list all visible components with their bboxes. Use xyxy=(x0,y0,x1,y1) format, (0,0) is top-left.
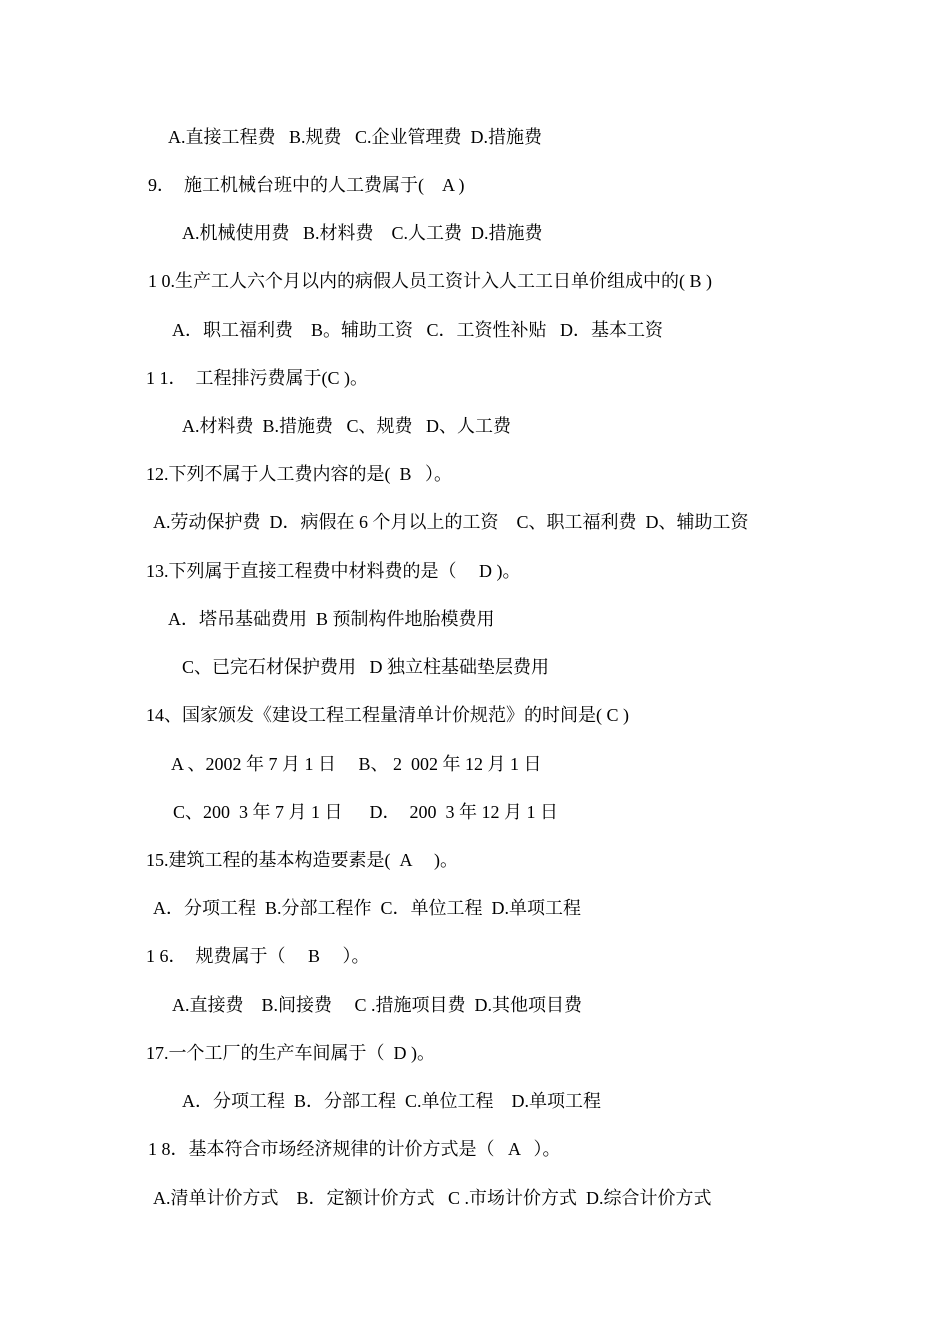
question-line: 1 6． 规费属于（ B ）。 xyxy=(146,946,370,966)
answer-options-line: A 、2002 年 7 月 1 日 B、 2 002 年 12 月 1 日 xyxy=(171,754,542,774)
answer-options-line: A．塔吊基础费用 B 预制构件地胎模费用 xyxy=(168,609,495,629)
question-line: 1 0.生产工人六个月以内的病假人员工资计入人工工日单价组成中的( B ) xyxy=(148,271,712,291)
answer-options-line: A.直接工程费 B.规费 C.企业管理费 D.措施费 xyxy=(168,127,543,147)
question-line: 9． 施工机械台班中的人工费属于( A ) xyxy=(148,175,465,195)
answer-options-line: C、已完石材保护费用 D 独立柱基础垫层费用 xyxy=(182,657,550,677)
answer-options-line: C、200 3 年 7 月 1 日 D． 200 3 年 12 月 1 日 xyxy=(173,802,559,822)
answer-options-line: A.劳动保护费 D．病假在 6 个月以上的工资 C、职工福利费 D、辅助工资 xyxy=(153,512,749,532)
answer-options-line: A.清单计价方式 B．定额计价方式 C .市场计价方式 D.综合计价方式 xyxy=(153,1188,712,1208)
question-line: 15.建筑工程的基本构造要素是( A )。 xyxy=(146,850,458,870)
question-line: 1 8．基本符合市场经济规律的计价方式是（ A ）。 xyxy=(148,1139,561,1159)
question-line: 1 1． 工程排污费属于(C )。 xyxy=(146,368,368,388)
answer-options-line: A．分项工程 B.分部工程作 C．单位工程 D.单项工程 xyxy=(153,898,582,918)
answer-options-line: A.直接费 B.间接费 C .措施项目费 D.其他项目费 xyxy=(172,995,583,1015)
answer-options-line: A.机械使用费 B.材料费 C.人工费 D.措施费 xyxy=(182,223,543,243)
question-line: 14、国家颁发《建设工程工程量清单计价规范》的时间是( C ) xyxy=(146,705,629,725)
answer-options-line: A．分项工程 B．分部工程 C.单位工程 D.单项工程 xyxy=(182,1091,602,1111)
answer-options-line: A.材料费 B.措施费 C、规费 D、人工费 xyxy=(182,416,512,436)
answer-options-line: A．职工福利费 B。辅助工资 C．工资性补贴 D．基本工资 xyxy=(172,320,664,340)
question-line: 12.下列不属于人工费内容的是( B ）。 xyxy=(146,464,452,484)
question-line: 13.下列属于直接工程费中材料费的是（ D )。 xyxy=(146,561,521,581)
question-line: 17.一个工厂的生产车间属于（ D )。 xyxy=(146,1043,435,1063)
